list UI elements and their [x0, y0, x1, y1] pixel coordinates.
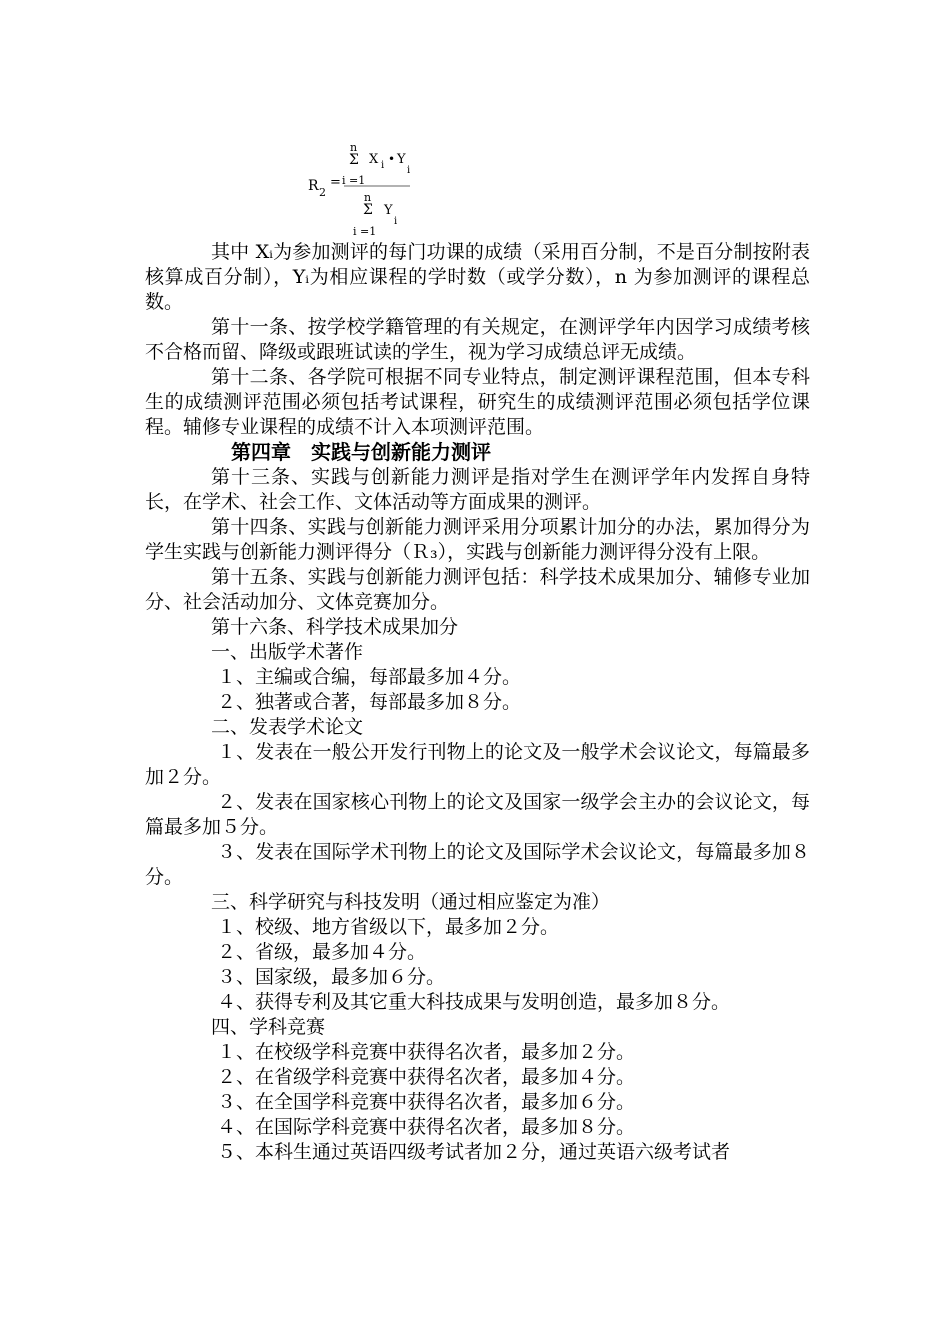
section-3-item: ２、省级，最多加４分。 [217, 941, 427, 963]
section-4-item: １、在校级学科竞赛中获得名次者，最多加２分。 [217, 1041, 636, 1063]
formula-den-lower-limit: i =1 [353, 225, 377, 238]
formula-graphic [306, 140, 436, 240]
section-1-item: ２、独著或合著，每部最多加８分。 [217, 691, 522, 713]
section-2-item: １、发表在一般公开发行刊物上的论文及一般学术会议论文，每篇最多加２分。 [145, 741, 810, 788]
formula-numerator-x-sub: i [381, 160, 385, 171]
formula-numerator-y-sub: i [407, 165, 411, 176]
document-body [145, 240, 810, 1165]
formula-sum-symbol: Σ [349, 152, 359, 168]
formula-lhs-sub: 2 [319, 186, 326, 199]
section-4-item: ３、在全国学科竞赛中获得名次者，最多加６分。 [217, 1091, 636, 1113]
section-2-item: ３、发表在国际学术刊物上的论文及国际学术会议论文，每篇最多加８分。 [145, 841, 810, 888]
section-4-item: ４、在国际学科竞赛中获得名次者，最多加８分。 [217, 1116, 636, 1138]
section-4-item: ２、在省级学科竞赛中获得名次者，最多加４分。 [217, 1066, 636, 1088]
article-13: 第十三条、实践与创新能力测评是指对学生在测评学年内发挥自身特长，在学术、社会工作、文体活动等方面成果的测评。 [145, 466, 810, 513]
formula-lhs: R [308, 178, 319, 194]
formula-lower-limit: i =1 [342, 174, 366, 187]
formula-dot: • [388, 152, 396, 166]
section-3-item: ４、获得专利及其它重大科技成果与发明创造，最多加８分。 [217, 991, 731, 1013]
section-3-title: 三、科学研究与科技发明（通过相应鉴定为准） [211, 891, 611, 913]
article-15: 第十五条、实践与创新能力测评包括：科学技术成果加分、辅修专业加分、社会活动加分、文体竞赛加分。 [145, 566, 810, 613]
section-3-item: １、校级、地方省级以下，最多加２分。 [217, 916, 560, 938]
section-2-title: 二、发表学术论文 [211, 716, 364, 738]
section-1-title: 一、出版学术著作 [211, 641, 364, 663]
formula-numerator-x: X [369, 152, 379, 167]
section-2-item: ２、发表在国家核心刊物上的论文及国家一级学会主办的会议论文，每篇最多加５分。 [145, 791, 810, 838]
formula-equals: = [330, 175, 341, 190]
formula-denominator-y: Y [384, 203, 393, 218]
section-4-title: 四、学科竞赛 [211, 1016, 326, 1038]
paragraph-variable-definitions: 其中 Xᵢ为参加测评的每门功课的成绩（采用百分制，不是百分制按附表核算成百分制），Yᵢ为相应课程的学时数（或学分数），n 为参加测评的课程总数。 [145, 241, 810, 313]
section-1-item: １、主编或合编，每部最多加４分。 [217, 666, 522, 688]
article-11: 第十一条、按学校学籍管理的有关规定，在测评学年内因学习成绩考核不合格而留、降级或跟班试读的学生，视为学习成绩总评无成绩。 [145, 316, 810, 363]
section-3-item: ３、国家级，最多加６分。 [217, 966, 446, 988]
formula-denominator-y-sub: i [394, 216, 398, 227]
formula-den-upper-limit: n [364, 191, 372, 204]
formula-numerator-y: Y [397, 152, 406, 167]
article-12: 第十二条、各学院可根据不同专业特点，制定测评课程范围，但本专科生的成绩测评范围必须包括考试课程，研究生的成绩测评范围必须包括学位课程。辅修专业课程的成绩不计入本项测评范围。 [145, 366, 810, 438]
article-16: 第十六条、科学技术成果加分 [211, 616, 459, 638]
article-14: 第十四条、实践与创新能力测评采用分项累计加分的办法，累加得分为学生实践与创新能力测评得分（Ｒ₃），实践与创新能力测评得分没有上限。 [145, 516, 810, 563]
formula-den-sum-symbol: Σ [363, 202, 373, 218]
weighted-average-formula [306, 140, 436, 240]
section-4-item: ５、本科生通过英语四级考试者加２分，通过英语六级考试者 [217, 1141, 731, 1163]
chapter-4-heading: 第四章 实践与创新能力测评 [231, 440, 491, 464]
formula-upper-limit: n [350, 141, 358, 154]
